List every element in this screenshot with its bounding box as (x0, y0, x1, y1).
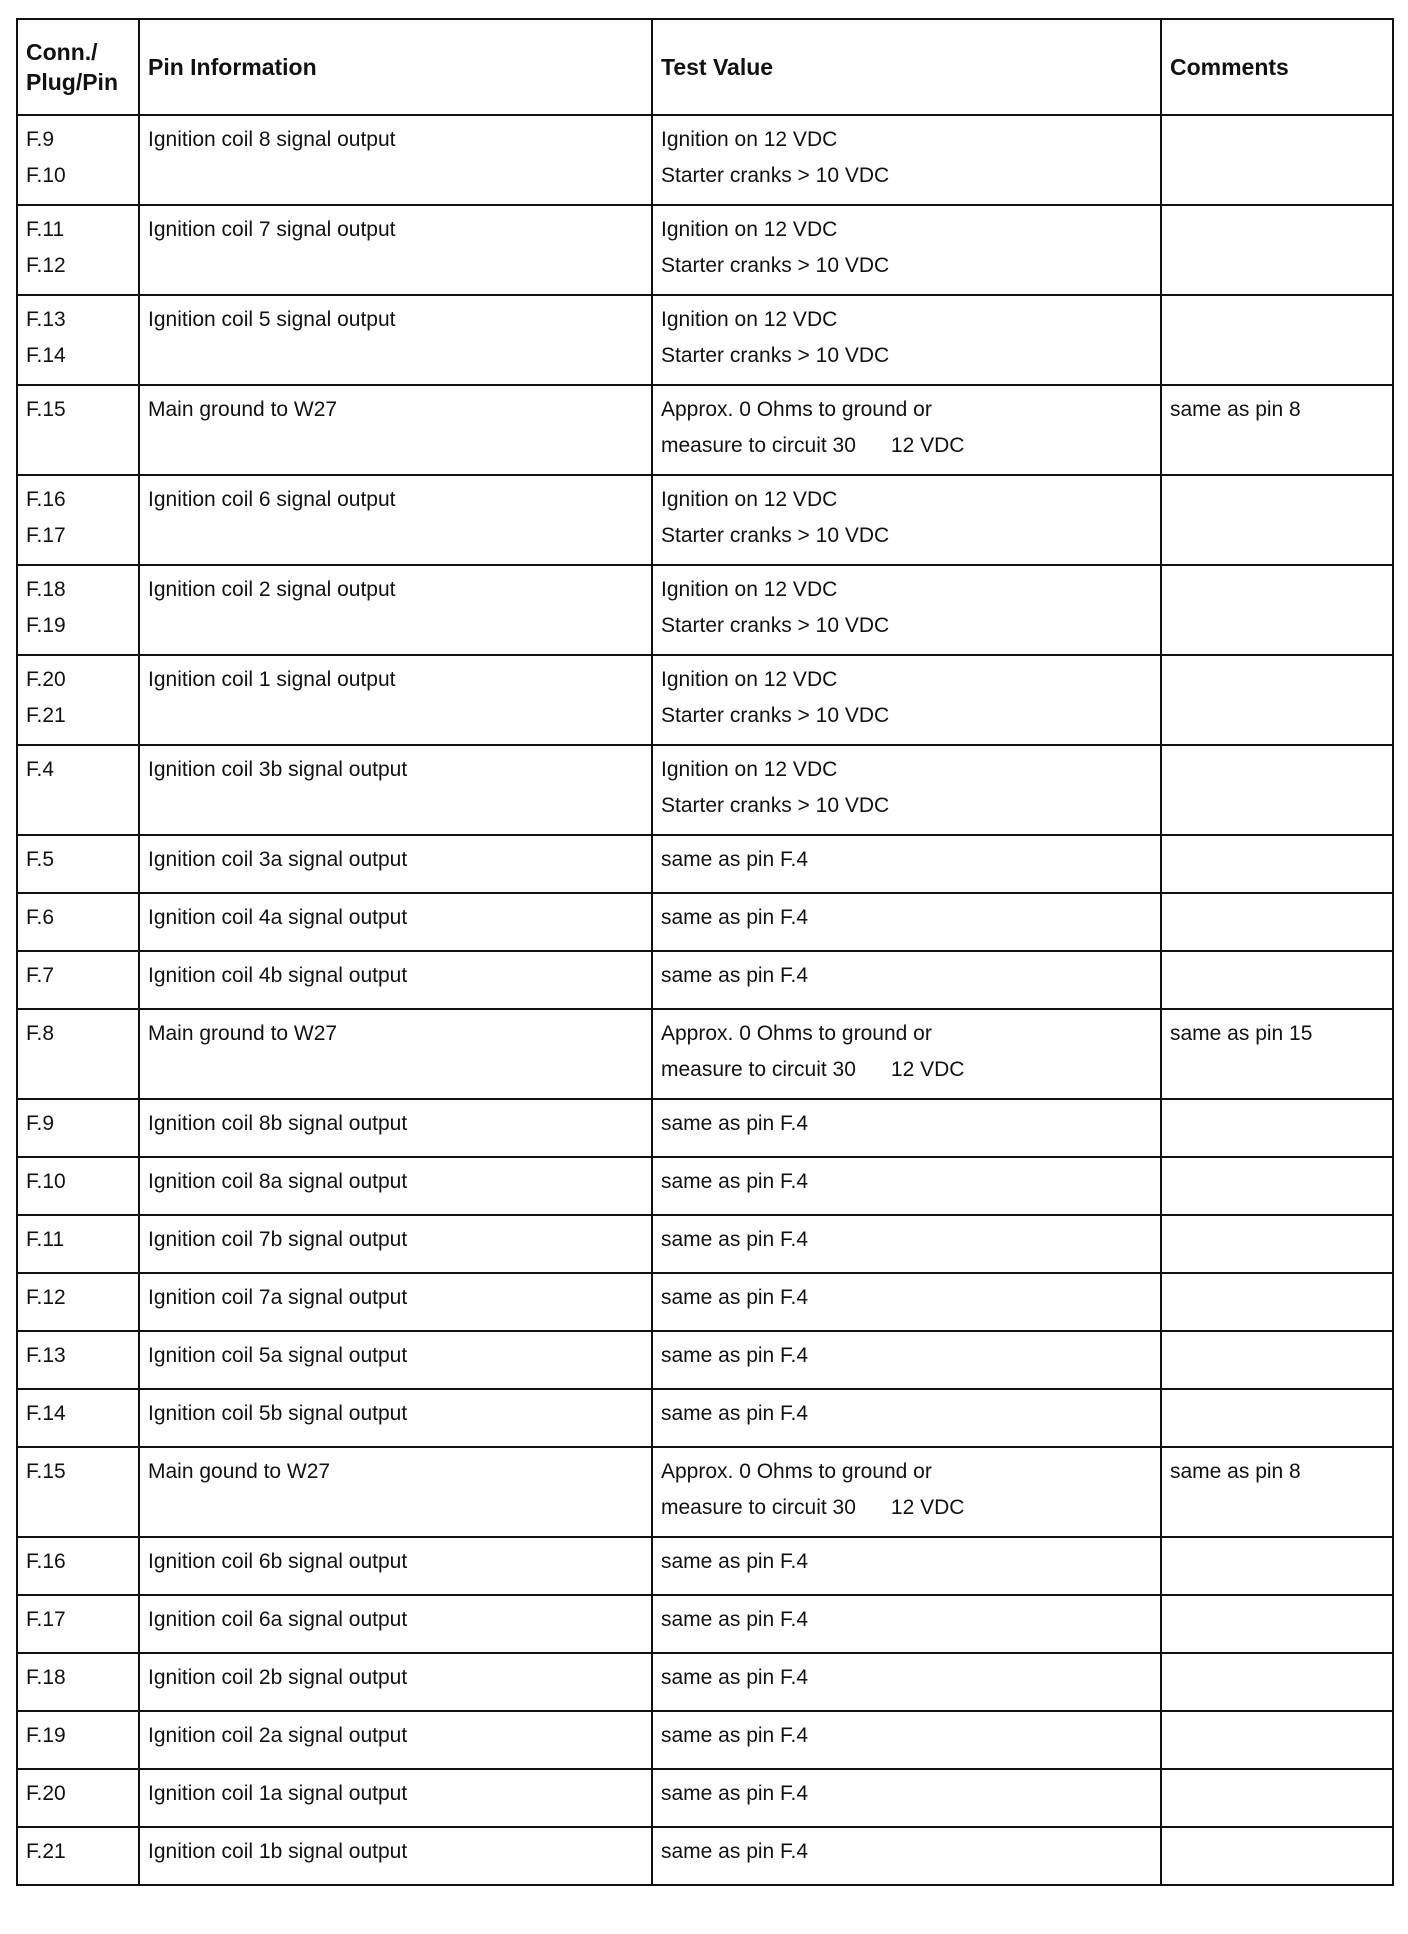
table-row (17, 893, 1393, 951)
table-row (17, 1009, 1393, 1099)
header-row (17, 19, 1393, 115)
test-value-cell (652, 835, 1161, 893)
test-value-line: same as pin F.4 (661, 1286, 809, 1309)
pin-label: F.18 (26, 578, 66, 601)
pin-information-cell: Ignition coil 7a signal output (139, 1273, 652, 1331)
test-value-line: same as pin F.4 (661, 1840, 809, 1863)
pin-cell (17, 1769, 139, 1827)
comment-cell (1161, 475, 1393, 565)
test-value-cell (652, 205, 1161, 295)
test-value-cell (652, 1099, 1161, 1157)
test-value-cell (652, 1273, 1161, 1331)
pin-information-cell: Ignition coil 1a signal output (139, 1769, 652, 1827)
pin-cell (17, 1827, 139, 1885)
pin-label: F.10 (26, 1170, 66, 1193)
test-value-line: Starter cranks > 10 VDC (661, 704, 890, 727)
pin-cell (17, 1389, 139, 1447)
pin-information-cell: Ignition coil 5a signal output (139, 1331, 652, 1389)
pin-label: F.7 (26, 964, 55, 987)
comment-cell (1161, 1273, 1393, 1331)
test-value-cell (652, 1711, 1161, 1769)
test-value-cell (652, 1389, 1161, 1447)
test-value-line: Starter cranks > 10 VDC (661, 524, 890, 547)
test-value-cell (652, 1447, 1161, 1537)
pin-information-cell: Ignition coil 1b signal output (139, 1827, 652, 1885)
test-value-line: Ignition on 12 VDC (661, 578, 838, 601)
pin-information-cell: Ignition coil 5 signal output (139, 295, 652, 385)
pin-cell (17, 1099, 139, 1157)
comment-cell (1161, 1653, 1393, 1711)
comment-cell (1161, 951, 1393, 1009)
test-value-cell (652, 1215, 1161, 1273)
table-row (17, 655, 1393, 745)
table-row (17, 1099, 1393, 1157)
test-value-line: same as pin F.4 (661, 1170, 809, 1193)
test-value-line: Ignition on 12 VDC (661, 218, 838, 241)
pin-cell (17, 1009, 139, 1099)
table-row (17, 951, 1393, 1009)
pin-label: F.21 (26, 704, 66, 727)
table-row (17, 1273, 1393, 1331)
pin-cell (17, 835, 139, 893)
test-value-line: same as pin F.4 (661, 1550, 809, 1573)
pin-label: F.9 (26, 128, 55, 151)
pin-label: F.6 (26, 906, 55, 929)
comment-cell (1161, 1331, 1393, 1389)
pin-cell (17, 115, 139, 205)
test-value-line: measure to circuit 30 12 VDC (661, 1496, 965, 1519)
pin-cell (17, 1157, 139, 1215)
table-row (17, 1331, 1393, 1389)
table-row (17, 475, 1393, 565)
pin-label: F.15 (26, 398, 66, 421)
pin-cell (17, 655, 139, 745)
table-row (17, 1711, 1393, 1769)
pin-cell (17, 1215, 139, 1273)
pin-label: F.14 (26, 1402, 66, 1425)
test-value-line: Ignition on 12 VDC (661, 488, 838, 511)
pin-information-cell: Ignition coil 2a signal output (139, 1711, 652, 1769)
test-value-line: measure to circuit 30 12 VDC (661, 1058, 965, 1081)
test-value-cell (652, 1595, 1161, 1653)
comment-cell (1161, 655, 1393, 745)
test-value-line: same as pin F.4 (661, 1344, 809, 1367)
pin-cell (17, 1331, 139, 1389)
table-row (17, 1447, 1393, 1537)
table-row (17, 1157, 1393, 1215)
test-value-cell (652, 1157, 1161, 1215)
table-row (17, 745, 1393, 835)
pin-information-cell: Ignition coil 8a signal output (139, 1157, 652, 1215)
pin-information-cell: Ignition coil 7 signal output (139, 205, 652, 295)
pin-information-cell: Ignition coil 4a signal output (139, 893, 652, 951)
pin-label: F.20 (26, 1782, 66, 1805)
pin-table (16, 18, 1394, 1886)
comment-cell (1161, 893, 1393, 951)
test-value-cell (652, 1009, 1161, 1099)
pin-information-cell: Ignition coil 5b signal output (139, 1389, 652, 1447)
pin-label: F.13 (26, 308, 66, 331)
test-value-line: Approx. 0 Ohms to ground or (661, 1460, 932, 1483)
pin-label: F.11 (26, 1228, 65, 1251)
pin-information-cell: Ignition coil 6 signal output (139, 475, 652, 565)
comment-cell: same as pin 15 (1161, 1009, 1393, 1099)
pin-label: F.19 (26, 614, 66, 637)
comment-cell (1161, 1215, 1393, 1273)
header-test-value: Test Value (652, 19, 1161, 115)
pin-cell (17, 1653, 139, 1711)
pin-label: F.17 (26, 1608, 66, 1631)
comment-cell (1161, 115, 1393, 205)
comment-cell (1161, 835, 1393, 893)
pin-label: F.5 (26, 848, 55, 871)
table-row (17, 835, 1393, 893)
pin-information-cell: Ignition coil 7b signal output (139, 1215, 652, 1273)
comment-cell (1161, 1827, 1393, 1885)
pin-information-cell: Ignition coil 6a signal output (139, 1595, 652, 1653)
table-row (17, 1827, 1393, 1885)
test-value-line: same as pin F.4 (661, 1666, 809, 1689)
pin-information-cell: Ignition coil 3a signal output (139, 835, 652, 893)
test-value-cell (652, 893, 1161, 951)
test-value-cell (652, 475, 1161, 565)
table-row (17, 295, 1393, 385)
pin-information-cell: Ignition coil 2 signal output (139, 565, 652, 655)
pin-information-cell: Ignition coil 2b signal output (139, 1653, 652, 1711)
pin-cell (17, 1711, 139, 1769)
table-row (17, 115, 1393, 205)
table-row (17, 1389, 1393, 1447)
header-comments: Comments (1161, 19, 1393, 115)
pin-information-cell: Ignition coil 4b signal output (139, 951, 652, 1009)
pin-cell (17, 295, 139, 385)
pin-cell (17, 1537, 139, 1595)
pin-label: F.15 (26, 1460, 66, 1483)
test-value-line: Ignition on 12 VDC (661, 128, 838, 151)
pin-label: F.12 (26, 1286, 66, 1309)
pin-label: F.10 (26, 164, 66, 187)
comment-cell (1161, 565, 1393, 655)
test-value-cell (652, 1537, 1161, 1595)
comment-cell (1161, 1595, 1393, 1653)
pin-information-cell: Ignition coil 6b signal output (139, 1537, 652, 1595)
comment-cell (1161, 1157, 1393, 1215)
comment-cell (1161, 1711, 1393, 1769)
pin-cell (17, 1595, 139, 1653)
pin-cell (17, 893, 139, 951)
pin-label: F.4 (26, 758, 55, 781)
test-value-line: same as pin F.4 (661, 1112, 809, 1135)
test-value-line: same as pin F.4 (661, 1608, 809, 1631)
pin-label: F.19 (26, 1724, 66, 1747)
test-value-line: Starter cranks > 10 VDC (661, 164, 890, 187)
pin-cell (17, 745, 139, 835)
table-row (17, 1215, 1393, 1273)
test-value-cell (652, 1769, 1161, 1827)
test-value-line: same as pin F.4 (661, 906, 809, 929)
test-value-line: Ignition on 12 VDC (661, 308, 838, 331)
test-value-line: same as pin F.4 (661, 1724, 809, 1747)
pin-cell (17, 1447, 139, 1537)
table-row (17, 205, 1393, 295)
test-value-line: same as pin F.4 (661, 1228, 809, 1251)
test-value-cell (652, 951, 1161, 1009)
comment-cell (1161, 295, 1393, 385)
pin-label: F.8 (26, 1022, 55, 1045)
pin-label: F.13 (26, 1344, 66, 1367)
test-value-line: Ignition on 12 VDC (661, 668, 838, 691)
test-value-cell (652, 1827, 1161, 1885)
pin-cell (17, 475, 139, 565)
test-value-line: Ignition on 12 VDC (661, 758, 838, 781)
table-row (17, 565, 1393, 655)
comment-cell (1161, 205, 1393, 295)
test-value-cell (652, 1653, 1161, 1711)
test-value-line: same as pin F.4 (661, 1402, 809, 1425)
test-value-line: Starter cranks > 10 VDC (661, 794, 890, 817)
pin-label: F.17 (26, 524, 66, 547)
test-value-cell (652, 655, 1161, 745)
header-pin-information: Pin Information (139, 19, 652, 115)
pin-label: F.20 (26, 668, 66, 691)
test-value-line: measure to circuit 30 12 VDC (661, 434, 965, 457)
test-value-cell (652, 1331, 1161, 1389)
header-conn-line1: Conn./ (26, 39, 98, 65)
test-value-cell (652, 565, 1161, 655)
pin-label: F.11 (26, 218, 65, 241)
comment-cell: same as pin 8 (1161, 1447, 1393, 1537)
test-value-line: Approx. 0 Ohms to ground or (661, 1022, 932, 1045)
comment-cell (1161, 1769, 1393, 1827)
comment-cell: same as pin 8 (1161, 385, 1393, 475)
test-value-cell (652, 385, 1161, 475)
pin-label: F.12 (26, 254, 66, 277)
pin-information-cell: Main gound to W27 (139, 1447, 652, 1537)
table-row (17, 1595, 1393, 1653)
pin-label: F.21 (26, 1840, 66, 1863)
comment-cell (1161, 1537, 1393, 1595)
pin-cell (17, 951, 139, 1009)
header-conn-plug-pin (17, 19, 139, 115)
test-value-line: Starter cranks > 10 VDC (661, 254, 890, 277)
test-value-line: Starter cranks > 10 VDC (661, 344, 890, 367)
test-value-line: Starter cranks > 10 VDC (661, 614, 890, 637)
test-value-cell (652, 745, 1161, 835)
test-value-line: same as pin F.4 (661, 964, 809, 987)
table-body (17, 115, 1393, 1885)
pin-information-cell: Ignition coil 8b signal output (139, 1099, 652, 1157)
pin-information-cell: Ignition coil 8 signal output (139, 115, 652, 205)
pin-label: F.14 (26, 344, 66, 367)
pin-label: F.18 (26, 1666, 66, 1689)
test-value-line: same as pin F.4 (661, 848, 809, 871)
pin-label: F.16 (26, 488, 66, 511)
comment-cell (1161, 1389, 1393, 1447)
pin-label: F.9 (26, 1112, 55, 1135)
test-value-cell (652, 295, 1161, 385)
pin-cell (17, 385, 139, 475)
pin-information-cell: Ignition coil 1 signal output (139, 655, 652, 745)
comment-cell (1161, 1099, 1393, 1157)
pin-information-cell: Main ground to W27 (139, 385, 652, 475)
header-conn-line2: Plug/Pin (26, 69, 118, 95)
table-row (17, 1769, 1393, 1827)
comment-cell (1161, 745, 1393, 835)
test-value-line: same as pin F.4 (661, 1782, 809, 1805)
pin-cell (17, 565, 139, 655)
pin-cell (17, 205, 139, 295)
pin-label: F.16 (26, 1550, 66, 1573)
table-row (17, 385, 1393, 475)
test-value-line: Approx. 0 Ohms to ground or (661, 398, 932, 421)
pin-information-cell: Ignition coil 3b signal output (139, 745, 652, 835)
table-row (17, 1537, 1393, 1595)
pin-information-cell: Main ground to W27 (139, 1009, 652, 1099)
pin-cell (17, 1273, 139, 1331)
test-value-cell (652, 115, 1161, 205)
table-row (17, 1653, 1393, 1711)
